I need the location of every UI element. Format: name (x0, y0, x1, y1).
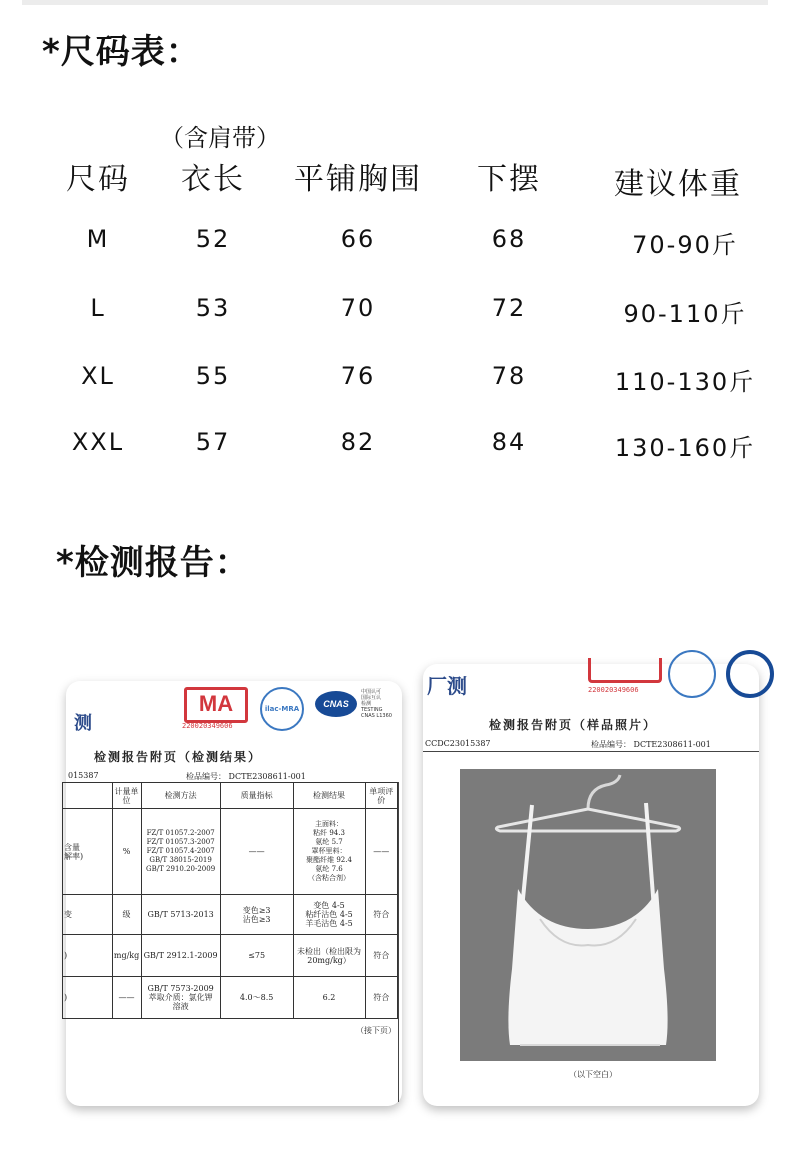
table-cell: GB/T 2912.1-2009 (141, 935, 220, 977)
table-header: 单项评价 (365, 783, 397, 809)
table-cell: 6.2 (293, 977, 365, 1019)
table-cell: 变色 4-5 粘纤沾色 4-5 羊毛沾色 4-5 (293, 895, 365, 935)
table-cell: 53 (195, 294, 231, 322)
shoulder-strap-note: （含肩带） (160, 124, 280, 152)
table-cell: 含量 解率) (63, 809, 113, 895)
continued-note: （接下页） (356, 1026, 396, 1035)
size-chart-title: *尺码表： (42, 32, 201, 72)
header-chest: 平铺胸围 (294, 162, 422, 197)
table-cell: 78 (491, 362, 527, 390)
table-header (63, 783, 113, 809)
sample-number: 检品编号： DCTE2308611-001 (591, 740, 711, 749)
camisole-image (460, 769, 716, 1061)
table-cell: 90-110斤 (623, 300, 747, 328)
side-char: 测 (74, 713, 92, 734)
side-chars: 厂测 (427, 674, 467, 698)
page-edge-line (398, 782, 399, 1102)
table-cell: 52 (195, 225, 231, 253)
table-cell: 57 (195, 428, 231, 456)
table-cell: ) (63, 935, 113, 977)
table-cell: 符合 (365, 977, 397, 1019)
table-header: 检测方法 (141, 783, 220, 809)
table-cell: 68 (491, 225, 527, 253)
table-cell: 82 (340, 428, 376, 456)
ilac-mra-logo (668, 650, 716, 698)
table-cell: 符合 (365, 895, 397, 935)
table-cell: 4.0～8.5 (220, 977, 293, 1019)
table-cell: 76 (340, 362, 376, 390)
table-cell: ≤75 (220, 935, 293, 977)
table-cell: 84 (491, 428, 527, 456)
report-page-photo (423, 664, 759, 1106)
report-number: 015387 (68, 771, 99, 780)
table-cell: —— (112, 977, 141, 1019)
header-rule (423, 751, 759, 752)
table-cell: 变 (63, 895, 113, 935)
table-cell: 55 (195, 362, 231, 390)
cma-number: 220020349606 (588, 686, 639, 694)
blank-below-note: （以下空白） (569, 1070, 617, 1079)
table-cell: 72 (491, 294, 527, 322)
table-cell: GB/T 7573-2009 萃取介质：氯化钾 溶液 (141, 977, 220, 1019)
report-heading: 检测报告附页（检测结果） (94, 750, 263, 764)
report-section-title: *检测报告： (56, 543, 250, 583)
header-length: 衣长 (181, 162, 245, 197)
report-number: CCDC23015387 (425, 739, 491, 748)
table-cell: 主面料： 粘纤 94.3 氨纶 5.7 罩杯里料： 聚酯纤维 92.4 氨纶 7.6 （含粘合剂） (293, 809, 365, 895)
table-cell: GB/T 5713-2013 (141, 895, 220, 935)
results-table (62, 782, 398, 1019)
table-cell: —— (365, 809, 397, 895)
table-cell: 130-160斤 (614, 434, 756, 462)
table-cell: % (112, 809, 141, 895)
header-weight: 建议体重 (614, 167, 742, 202)
table-cell: 70 (340, 294, 376, 322)
table-header: 计量单位 (112, 783, 141, 809)
report-heading: 检测报告附页（样品照片） (489, 718, 658, 732)
table-cell: XL (81, 362, 115, 390)
table-cell: 变色≥3 沾色≥3 (220, 895, 293, 935)
cnas-logo: CNAS (315, 691, 357, 717)
table-cell: 未检出（检出限为 20mg/kg） (293, 935, 365, 977)
cma-logo (588, 658, 662, 683)
cma-logo: MA (184, 687, 248, 723)
table-cell: 66 (340, 225, 376, 253)
header-size: 尺码 (66, 162, 130, 197)
ilac-mra-logo: ilac-MRA (260, 687, 304, 731)
table-cell: L (90, 294, 106, 322)
table-cell: M (86, 225, 110, 253)
table-header: 质量指标 (220, 783, 293, 809)
table-cell: XXL (71, 428, 125, 456)
table-cell: 70-90斤 (632, 231, 738, 259)
table-cell: ) (63, 977, 113, 1019)
cnas-text: 中国认可 国际互认 检测 TESTING CNAS L1360 (361, 689, 392, 719)
table-cell: 110-130斤 (614, 368, 756, 396)
table-cell: FZ/T 01057.2-2007 FZ/T 01057.3-2007 FZ/T 01057.4-2007 GB/T 38015-2019 GB/T 2910.20-2009 (141, 809, 220, 895)
top-divider (22, 0, 768, 5)
table-cell: —— (220, 809, 293, 895)
table-cell: 符合 (365, 935, 397, 977)
header-hem: 下摆 (477, 162, 541, 197)
report-page-results (66, 681, 402, 1106)
sample-photo (460, 769, 716, 1061)
cma-number: 220020349606 (182, 722, 233, 730)
cnas-logo (726, 650, 774, 698)
table-cell: 级 (112, 895, 141, 935)
table-cell: mg/kg (112, 935, 141, 977)
table-header: 检测结果 (293, 783, 365, 809)
sample-number: 检品编号： DCTE2308611-001 (186, 772, 306, 781)
